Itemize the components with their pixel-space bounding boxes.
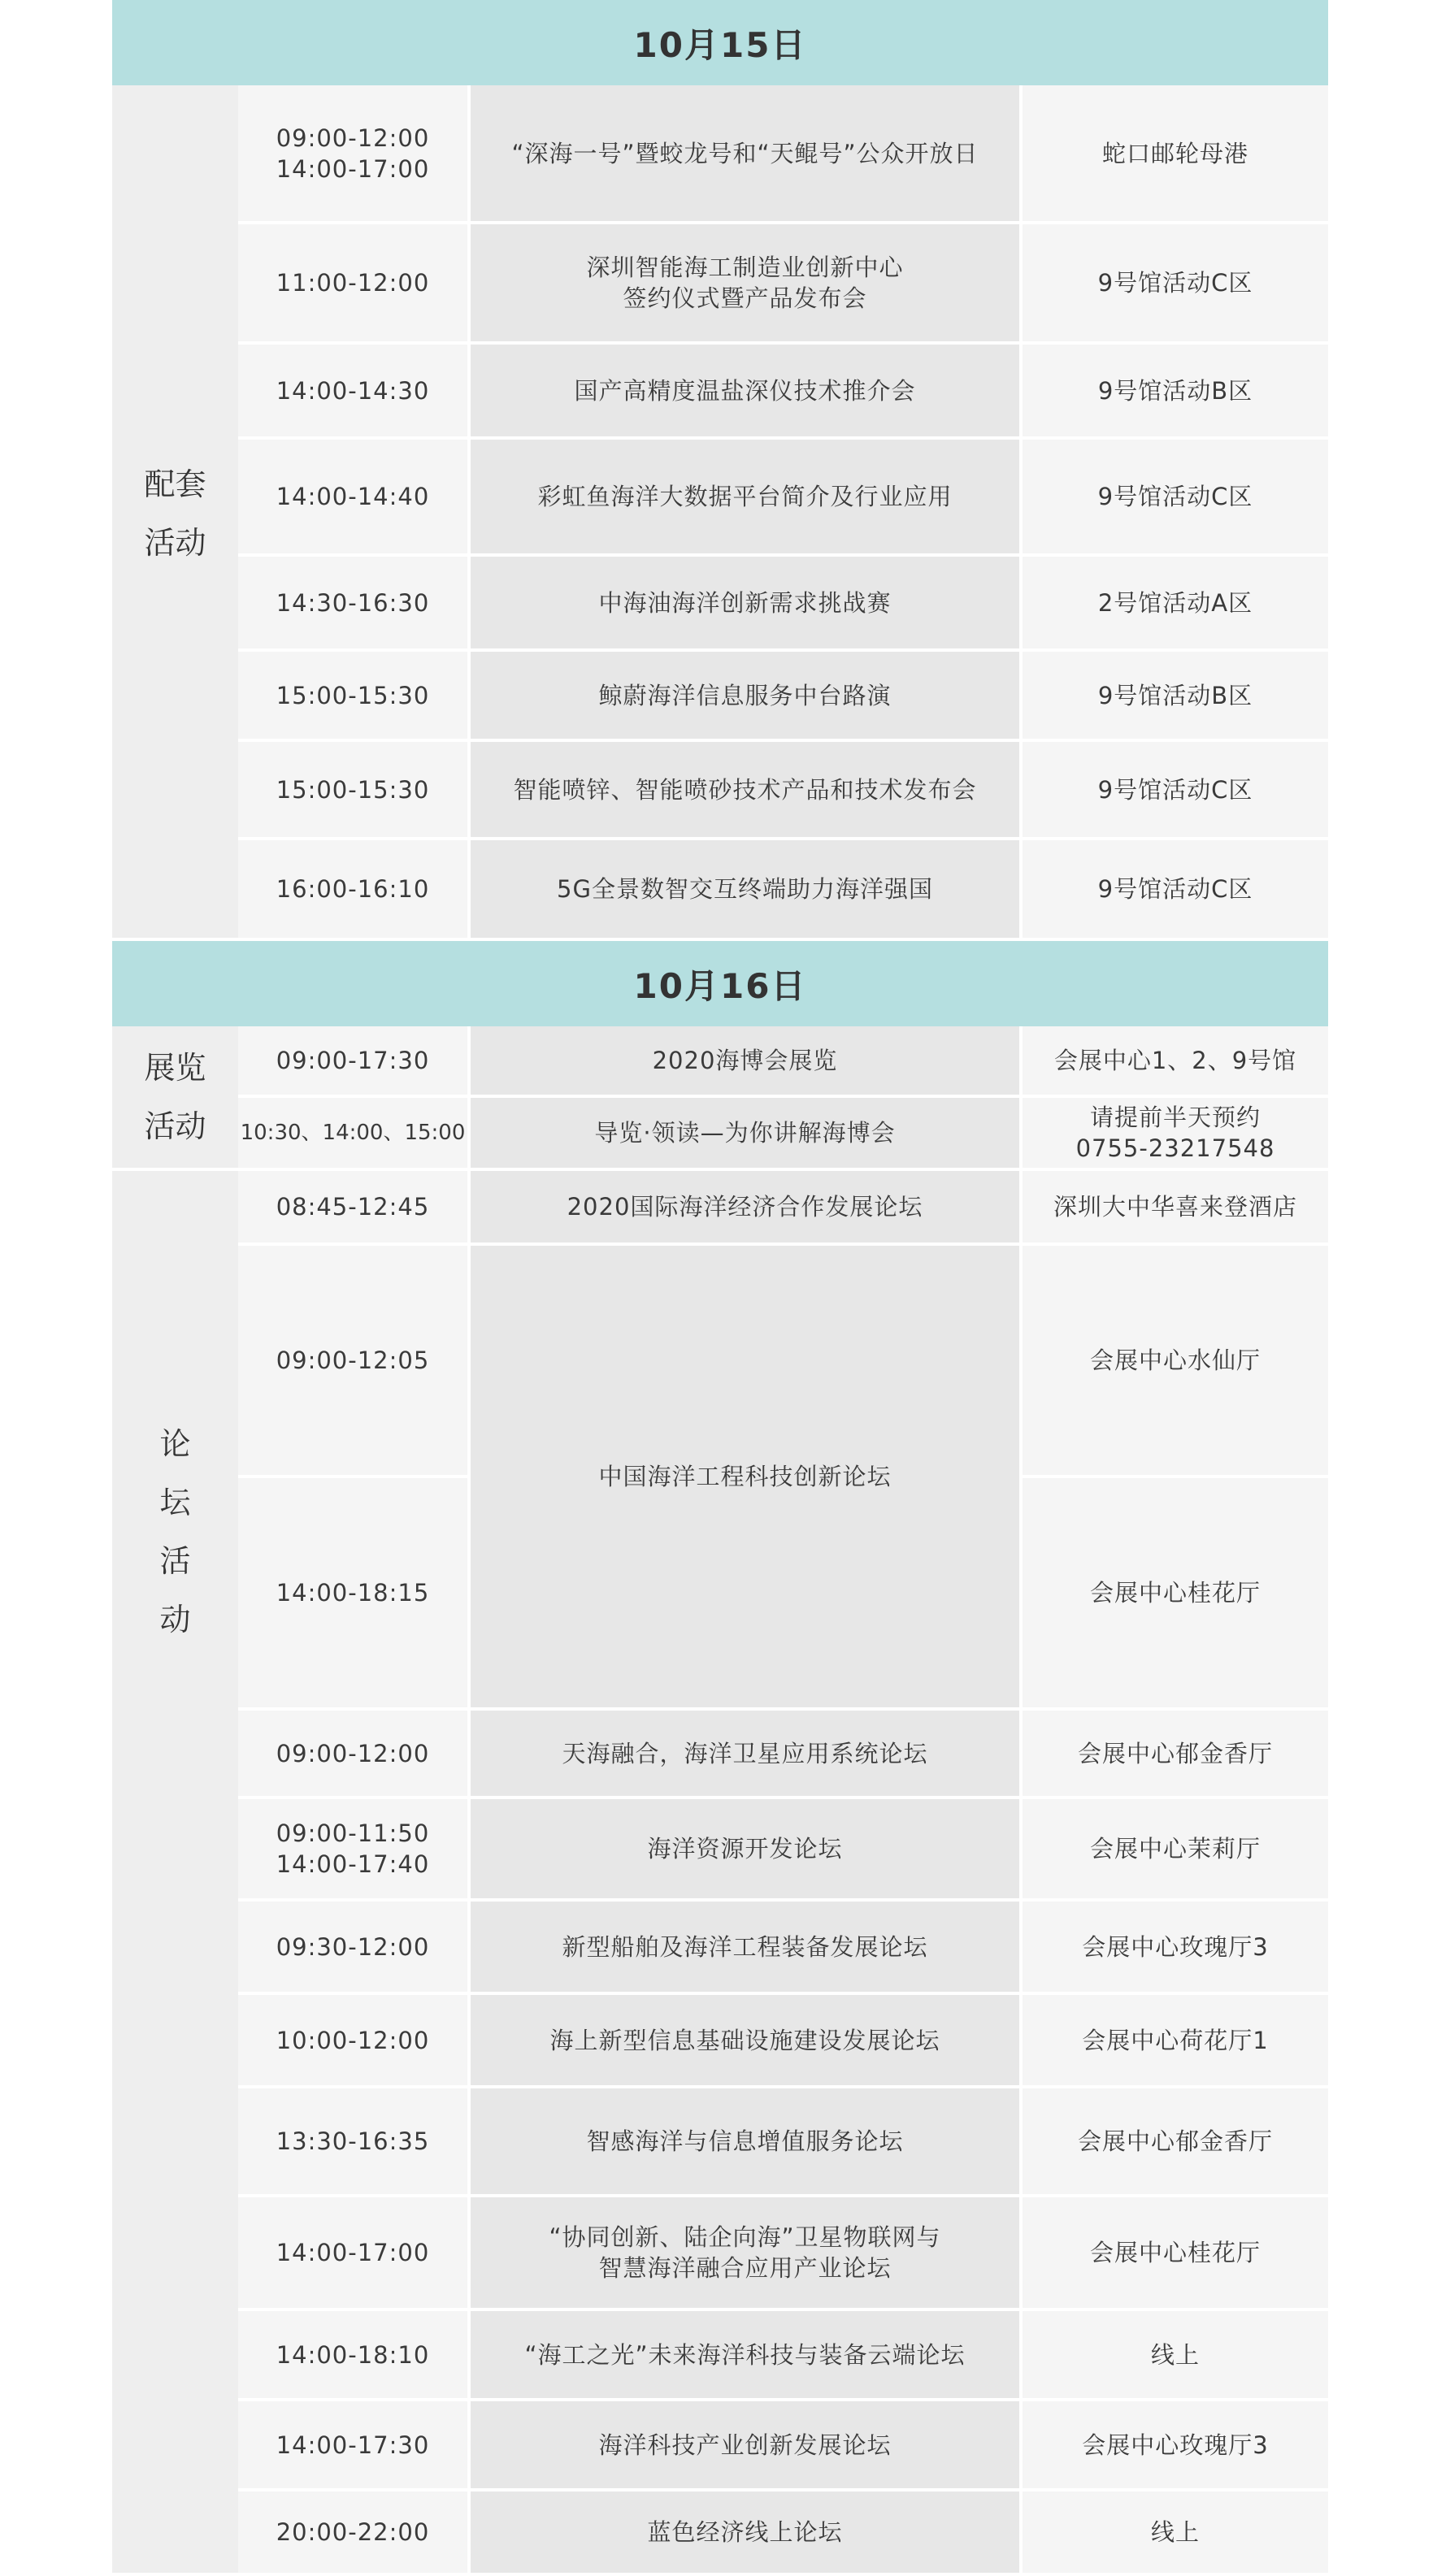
title-cell — [467, 742, 1023, 837]
rows-forum — [238, 1171, 1328, 2573]
title-cell — [467, 2491, 1023, 2573]
venue-line: 9号馆活动C区 — [1097, 775, 1253, 804]
venue-cell — [1023, 2088, 1328, 2194]
time-cell — [238, 345, 467, 436]
table-row — [238, 652, 1328, 742]
title-line: 蓝色经济线上论坛 — [647, 2518, 843, 2546]
table-row — [238, 440, 1328, 557]
venue-line: 9号馆活动C区 — [1097, 875, 1253, 903]
time-line: 08:45-12:45 — [276, 1193, 430, 1221]
time-line: 09:30-12:00 — [276, 1932, 430, 1961]
title-line: 海上新型信息基础设施建设发展论坛 — [549, 2026, 940, 2054]
venue-line: 蛇口邮轮母港 — [1101, 139, 1248, 167]
time-cell — [238, 440, 467, 553]
time-cell — [238, 742, 467, 837]
title-line: 中海油海洋创新需求挑战赛 — [598, 588, 892, 617]
day-header-oct15: 10月15日 — [112, 0, 1328, 85]
venue-cell — [1023, 1098, 1328, 1168]
time-cell: 14:00-18:15 — [238, 1475, 467, 1707]
time-cell — [238, 1026, 467, 1095]
title-cell — [467, 652, 1023, 739]
title-cell — [467, 1902, 1023, 1992]
table-row — [238, 840, 1328, 938]
title-cell — [467, 1171, 1023, 1242]
title-cell — [467, 557, 1023, 648]
venue-cell — [1023, 1799, 1328, 1898]
title-line: 国产高精度温盐深仪技术推介会 — [574, 376, 916, 405]
title-line: 2020海博会展览 — [652, 1047, 838, 1074]
time-line: 13:30-16:35 — [276, 2127, 430, 2155]
time-line: 14:00-17:40 — [276, 1850, 430, 1878]
time-cell — [238, 840, 467, 938]
time-line: 09:00-17:30 — [276, 1047, 430, 1074]
title-line: “深海一号”暨蛟龙号和“天鲲号”公众开放日 — [511, 139, 979, 167]
time-cell — [238, 2088, 467, 2194]
title-cell — [467, 440, 1023, 553]
table-row — [238, 1799, 1328, 1902]
title-line: 智慧海洋融合应用产业论坛 — [598, 2254, 892, 2282]
title-line: 智感海洋与信息增值服务论坛 — [586, 2127, 904, 2155]
title-line: “协同创新、陆企向海”卫星物联网与 — [549, 2223, 941, 2251]
title-line: 导览·领读—为你讲解海博会 — [594, 1119, 896, 1147]
merged-times — [238, 1246, 467, 1707]
time-cell — [238, 85, 467, 221]
table-row — [238, 1711, 1328, 1799]
title-line: 深圳智能海工制造业创新中心 — [586, 254, 904, 281]
venue-cell — [1023, 840, 1328, 938]
section-label-text: 论坛活动 — [159, 1426, 191, 1637]
venue-line: 2号馆活动A区 — [1097, 588, 1253, 617]
section-label — [112, 1026, 238, 1168]
title-cell — [467, 224, 1023, 341]
title-cell — [467, 2197, 1023, 2308]
title-line: 海洋科技产业创新发展论坛 — [598, 2431, 892, 2459]
venue-cell — [1023, 1711, 1328, 1796]
venue-cell — [1023, 557, 1328, 648]
time-cell — [238, 652, 467, 739]
venue-cell — [1023, 2197, 1328, 2308]
venue-cell: 会展中心桂花厅 — [1023, 1475, 1328, 1707]
section-exhibition — [112, 1026, 1328, 1171]
table-row — [238, 2491, 1328, 2573]
title-cell — [467, 2401, 1023, 2488]
merged-row — [238, 1246, 1328, 1711]
time-cell — [238, 1902, 467, 1992]
title-line: 彩虹鱼海洋大数据平台简介及行业应用 — [537, 483, 953, 510]
rows-day1 — [238, 85, 1328, 938]
section-label — [112, 1171, 238, 2573]
title-cell — [467, 345, 1023, 436]
title-line: 天海融合，海洋卫星应用系统论坛 — [562, 1739, 928, 1767]
title-line: 5G全景数智交互终端助力海洋强国 — [557, 875, 933, 903]
venue-cell — [1023, 652, 1328, 739]
time-cell — [238, 2401, 467, 2488]
venue-line: 会展中心郁金香厅 — [1077, 1739, 1273, 1767]
venue-cell — [1023, 1995, 1328, 2085]
time-cell — [238, 224, 467, 341]
title-line: 智能喷锌、智能喷砂技术产品和技术发布会 — [513, 775, 977, 804]
venue-line: 9号馆活动B区 — [1097, 376, 1253, 405]
table-row — [238, 557, 1328, 652]
section-label-text: 展览活动 — [144, 1050, 206, 1144]
section-label-text: 配套活动 — [144, 466, 206, 561]
section-label — [112, 85, 238, 938]
title-cell — [467, 1711, 1023, 1796]
venue-line: 会展中心茉莉厅 — [1089, 1835, 1261, 1863]
venue-cell — [1023, 742, 1328, 837]
venue-line: 9号馆活动C区 — [1097, 269, 1253, 297]
time-cell — [238, 557, 467, 648]
schedule-sheet — [112, 0, 1328, 2576]
venue-line: 线上 — [1150, 2518, 1200, 2546]
venue-cell — [1023, 345, 1328, 436]
section-supporting-activities — [112, 85, 1328, 941]
table-row — [238, 2401, 1328, 2491]
time-cell — [238, 1995, 467, 2085]
title-line: 签约仪式暨产品发布会 — [623, 284, 867, 312]
venue-cell — [1023, 1902, 1328, 1992]
table-row — [238, 1995, 1328, 2088]
time-line: 15:00-15:30 — [276, 681, 430, 709]
time-line: 09:00-12:00 — [276, 1739, 430, 1767]
venue-line: 会展中心玫瑰厅3 — [1082, 1932, 1269, 1961]
day-header-oct16: 10月16日 — [112, 941, 1328, 1026]
time-line: 14:00-17:00 — [276, 2239, 430, 2266]
table-row — [238, 1171, 1328, 1246]
title-line: “海工之光”未来海洋科技与装备云端论坛 — [524, 2340, 966, 2369]
title-cell — [467, 1026, 1023, 1095]
venue-line: 线上 — [1150, 2340, 1200, 2369]
merged-venues — [1023, 1246, 1328, 1707]
time-cell — [238, 1098, 467, 1168]
title-cell — [467, 1098, 1023, 1168]
venue-line: 会展中心荷花厅1 — [1082, 2026, 1269, 2054]
forum-first-row-slot — [238, 1171, 1328, 1246]
time-line: 10:30、14:00、15:00 — [240, 1121, 466, 1145]
title-line: 新型船舶及海洋工程装备发展论坛 — [562, 1932, 928, 1961]
table-row — [238, 1902, 1328, 1995]
venue-cell — [1023, 440, 1328, 553]
time-line: 09:00-12:00 — [276, 124, 430, 152]
time-line: 14:00-17:00 — [276, 154, 430, 183]
venue-line: 请提前半天预约 — [1089, 1104, 1261, 1131]
time-line: 11:00-12:00 — [276, 269, 430, 297]
forum-rows — [238, 1711, 1328, 2573]
time-cell — [238, 1799, 467, 1898]
title-line: 鲸蔚海洋信息服务中台路演 — [598, 681, 892, 709]
venue-line: 0755-23217548 — [1075, 1134, 1275, 1162]
time-line: 14:30-16:30 — [276, 588, 430, 617]
venue-cell — [1023, 1171, 1328, 1242]
table-row — [238, 1098, 1328, 1168]
venue-cell — [1023, 2401, 1328, 2488]
table-row — [238, 345, 1328, 440]
venue-cell — [1023, 2491, 1328, 2573]
venue-line: 会展中心桂花厅 — [1089, 2239, 1261, 2266]
rows-exhibition — [238, 1026, 1328, 1168]
title-cell — [467, 1995, 1023, 2085]
time-line: 09:00-11:50 — [276, 1819, 430, 1847]
time-line: 20:00-22:00 — [276, 2518, 430, 2546]
time-line: 14:00-14:40 — [276, 483, 430, 510]
title-cell — [467, 1799, 1023, 1898]
table-row — [238, 1026, 1328, 1098]
time-line: 10:00-12:00 — [276, 2026, 430, 2054]
time-cell — [238, 2197, 467, 2308]
time-line: 16:00-16:10 — [276, 875, 430, 903]
venue-line: 深圳大中华喜来登酒店 — [1053, 1193, 1297, 1221]
title-cell: 中国海洋工程科技创新论坛 — [467, 1246, 1023, 1707]
table-row — [238, 2311, 1328, 2401]
time-cell: 09:00-12:05 — [238, 1246, 467, 1475]
venue-cell: 会展中心水仙厅 — [1023, 1246, 1328, 1475]
title-cell — [467, 840, 1023, 938]
venue-cell — [1023, 224, 1328, 341]
title-line: 海洋资源开发论坛 — [647, 1835, 843, 1863]
time-cell — [238, 2491, 467, 2573]
time-line: 14:00-14:30 — [276, 376, 430, 405]
title-cell — [467, 2088, 1023, 2194]
venue-line: 会展中心郁金香厅 — [1077, 2127, 1273, 2155]
table-row — [238, 742, 1328, 840]
title-line: 2020国际海洋经济合作发展论坛 — [567, 1193, 923, 1221]
venue-line: 会展中心玫瑰厅3 — [1082, 2431, 1269, 2459]
time-line: 14:00-17:30 — [276, 2431, 430, 2459]
table-row — [238, 224, 1328, 345]
section-forums — [112, 1171, 1328, 2576]
venue-line: 9号馆活动C区 — [1097, 483, 1253, 510]
title-cell — [467, 85, 1023, 221]
table-row — [238, 2197, 1328, 2311]
time-line: 14:00-18:10 — [276, 2340, 430, 2369]
time-cell — [238, 1171, 467, 1242]
venue-cell — [1023, 85, 1328, 221]
time-cell — [238, 1711, 467, 1796]
venue-cell — [1023, 1026, 1328, 1095]
venue-line: 会展中心1、2、9号馆 — [1053, 1047, 1297, 1074]
table-row — [238, 85, 1328, 224]
title-cell — [467, 2311, 1023, 2398]
venue-line: 9号馆活动B区 — [1097, 681, 1253, 709]
time-cell — [238, 2311, 467, 2398]
time-line: 15:00-15:30 — [276, 775, 430, 804]
table-row — [238, 2088, 1328, 2197]
venue-cell — [1023, 2311, 1328, 2398]
